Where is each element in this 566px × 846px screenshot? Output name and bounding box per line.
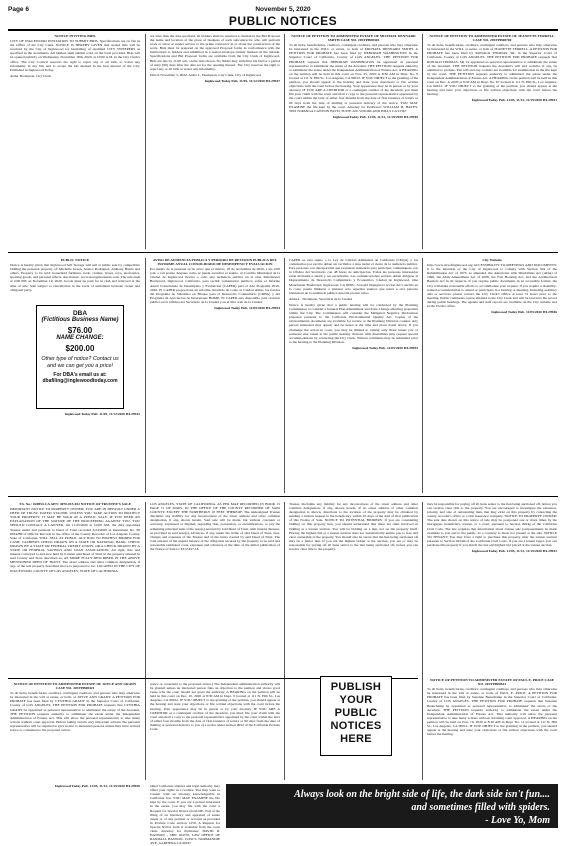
publish-notices-ad: [320, 676, 392, 756]
column-divider: [422, 502, 423, 780]
notice-body: http://www.cityofinglewood.org ACCESSIBILITY TO MEETINGS AND DOCUMENTS: It is the intention of the City of Inglewood to comply with Section 504 of the Rehabilitation Act of 1973, as amended, the Americans with Disabilities Act (ADA) of 1990, the ADA Amendment Act of 2008, the Fair Housing Act, and the Architectural Barriers Act in all respects. If you require public documents in an accessible format, the City will make reasonable efforts to accommodate your request. If you require a disability-related accommodation to attend or participate in a hearing or meeting, including auxiliary aids or services, please contact the City Clerk's Office at least 72 hours prior to the meeting. Public comments can be emailed to the City Clerk and will be read into the record during public hearings. The agenda and staff reports are available on the City website and in the Clerk's office.: [427, 263, 557, 309]
notice-heading: NOTICE OF PETITION TO ADMINISTER ESTATE OF MICHAEL DENNARD SMITH CASE NO. 20STPB08304: [291, 34, 416, 43]
notice-body: not later than the date specified, all bidders shall be required to furnish in the Bid Proposal the name and location of the place of business of each subcontractor who will perform work or labor or render service to the prime contractor in or about the construction of the work. Bids must be prepared on the approved Proposal forms in conformance with the instructions to bidders and submitted in a sealed envelope plainly marked on the outside. Specifications and Bid Proposal forms are available from the City Clerk of Inglewood. Bids are due by 11:00 a.m. on the date shown. No bidder may withdraw his bid for a period of sixty (60) days after the date set for the opening thereof. The City reserves the right to reject any or all bids or waive any informality.: [150, 34, 280, 71]
notice-body: To all heirs, beneficiaries, creditors, contingent creditors, and persons who may otherwise be interested in the will or estate, or both, of JOYCE ANN GRADY. A PETITION FOR PROBATE has been filed by CYNTHIA GRADY in the Superior Court of California, County of LOS ANGELES. THE PETITION FOR PROBATE requests that CYNTHIA GRADY be appointed as personal representative to administer the estate of the decedent. THE PETITION requests authority to administer the estate under the Independent Administration of Estates Act. This will allow the personal representative to take many actions without court approval. Before taking certain very important actions, the personal representative will be required to give notice to interested persons unless they have waived notice or consented to the proposed action.: [10, 691, 140, 733]
quote-line-2: and sometimes filled with spiders.: [411, 802, 550, 813]
notice-id: Inglewood Today Pub. 11/05, 11/12/2020 HI-29947: [204, 78, 280, 83]
column-divider: [284, 502, 285, 780]
notice-estate-price: [427, 678, 557, 780]
notice-estate-grady-continued: [150, 682, 280, 780]
ad-name-change-price: $200.00: [65, 344, 95, 353]
notice-body: CAPER se esta sujeto a la Ley de Calidad Ambiental de California (CEQA) y los comentarios por escrito deben ser recibidos a mas tardar el cierre de la audiencia publica. Para personas con discapacidad que requieran asistencia para participar, comuniquese con la Oficina del Secretario con 48 horas de anticipacion. Todas las personas interesadas estan invitadas a asistir y ser escuchadas. Las comunicaciones escritas deben dirigirse al Departamento de Desarrollo Comunitario y Economico, Ciudad de Inglewood, One Manchester Boulevard, Inglewood, CA 90301. Si usted impugna la accion del Concilio en la corte, puede limitarse a plantear solo aquellos asuntos que usted u otra persona plantearon en la audiencia publica descrita en este aviso.: [289, 258, 418, 295]
notice-trustee-sale-bidders: [289, 502, 418, 672]
notice-id: Inglewood Today Pub. 11/05/2020 HI-29946: [491, 310, 557, 315]
notice-heading: NOTICE INVITING BIDS: [54, 34, 96, 38]
publish-ad-text: PUBLISH YOUR PUBLIC NOTICES HERE: [330, 681, 382, 745]
notice-body: Notice is hereby given that a public hearing will be conducted by the Planning Commission to consider a General Plan Amendment and Zone Change affecting properties within the City. The Commission will consider the Mitigated Negative Declaration prepared pursuant to the California Environmental Quality Act. Copies of the environmental documents are available for review at the Planning Division counter. Any person interested may appear and be heard at the time and place noted above. If you challenge the action in court, you may be limited to raising only those issues you or someone else raised at the public hearing. Persons with disabilities may request special accommodations by contacting the City Clerk. Written comments may be submitted prior to the hearing to the Planning Division.: [289, 302, 418, 344]
notice-heading: PUBLIC NOTICE: [60, 258, 90, 262]
row-divider: [8, 496, 558, 497]
column-divider: [284, 34, 285, 249]
column-divider: [145, 34, 146, 249]
row-divider: [8, 252, 558, 253]
notice-signature: Aisha Thompson, City Clerk: [10, 73, 51, 78]
notice-id: Inglewood Today Pub. 11/05, 11/12, 11/19/2020 HI-29950: [54, 784, 140, 788]
notice-body: LOS ANGELES, STATE OF CALIFORNIA. AS PER MAP RECORDED IN BOOK 15 PAGE 71 OF MAPS, IN THE OFFICE OF THE COUNTY RECORDER OF SAID COUNTY. EXCEPT THE NORTHERLY 10 FEET THEREOF. The undersigned Trustee disclaims any liability for any incorrectness of the street address and other common designation, if any, shown herein. Said sale will be made, but without covenant or warranty, expressed or implied, regarding title, possession, or encumbrances, to pay the remaining principal sum of the note(s) secured by said Deed of Trust, with interest thereon, as provided in said note(s), advances, if any, under the terms of said Deed of Trust, fees, charges and expenses of the Trustee and of the trusts created by said Deed of Trust. The total amount of the unpaid balance of the obligation secured by the property to be sold and reasonable estimated costs, expenses and advances at the time of the initial publication of the Notice of Sale is: $312,457.18.: [150, 502, 280, 552]
issue-date: November 5, 2020: [255, 6, 311, 13]
notice-public-storage: [10, 258, 140, 302]
notice-estate-grady: [10, 682, 140, 780]
notice-trustee-sale-tenant: [427, 502, 557, 674]
ad-dba-sublabel: (Fictitious Business Name): [41, 317, 119, 323]
ad-contact-email[interactable]: For DBA's email us at: dbafiling@inglewoodtoday.com: [42, 372, 118, 384]
notice-accessibility: [427, 258, 557, 492]
notice-heading: T.S. No.: 020854-CA APN: 4070-015-022 NOTICE OF TRUSTEE'S SALE: [19, 502, 131, 506]
dba-pricing-ad: [36, 305, 124, 409]
column-divider: [145, 258, 146, 493]
column-divider: [284, 258, 285, 493]
notice-id: Inglewood Today Pub. 11/05/2020 HI-29955: [352, 345, 418, 350]
notice-signature: Aisha L. Thompson, Secretaria de la Ciudad: [289, 296, 352, 301]
notice-signature: Dated: November 5, 2020. Aisha L. Thompson, City Clerk, City of Inglewood: [150, 72, 262, 77]
notice-caper-spanish-continued: [289, 258, 418, 492]
notice-heading: NOTICE OF PETITION TO ADMINISTER ESTATE OF JEANETTE TERRELL CASE NO. 20STPB08700: [429, 34, 555, 43]
ad-dba-price: $76.00: [67, 326, 93, 335]
header-rule: [8, 29, 558, 31]
quote-line-1: Always look on the bright side of life, the dark side isn't fun....: [294, 789, 550, 800]
ad-name-change-label: NAME CHANGE:: [56, 335, 104, 341]
ad-dba-label: DBA: [72, 310, 88, 317]
notice-heading: AVISO DE AUDIENCIA PUBLICA Y PERIODO DE REVISION PUBLICA DEL INFORME ANUAL CONSOLIDADO DE DESEMPENO Y EVALUACION: [153, 258, 277, 267]
column-divider: [422, 258, 423, 493]
notice-inviting-bids: [10, 34, 140, 248]
notice-bid-details: [150, 34, 280, 248]
bottom-quote-banner: [226, 784, 558, 828]
notice-body: To all heirs, beneficiaries, creditors, contingent creditors, and persons who may otherwise be interested in the WILL or estate, or both of MICHAEL DENNARD SMITH. A PETITION FOR PROBATE has been filed by DEBORAH WASHINGTON in the Superior Court of California, County of LOS ANGELES. THE PETITION FOR PROBATE requests that DEBORAH WASHINGTON be appointed as personal representative to administer the estate of the decedent. THE PETITION requests authority to administer the estate under the Independent Administration of Estates Act. A HEARING on the petition will be held in this court on Nov. 25, 2020 at 8:30 AM in Dept. No. 9 located at 111 N. Hill St., Los Angeles, CA 90012. IF YOU OBJECT to the granting of the petition, you should appear at the hearing and state your objections or file written objections with the court before the hearing. Your appearance may be in person or by your attorney. IF YOU ARE A CREDITOR or a contingent creditor of the decedent, you must file your claim with the court and mail a copy to the personal representative appointed by the court within the later of either four months from the date of first issuance of letters or 60 days from the date of mailing or personal delivery of the notice. YOU MAY EXAMINE the file kept by the court. Attorney for Petitioner: WILLIAM H. HAYES, 5959 TOPANGA CANYON BLVD, SUITE 220, WOODLAND HILLS CA 91367: [289, 43, 418, 113]
ad-other-notice: Other type of notice? Contact us and we can get you a price!: [41, 356, 119, 369]
column-divider: [145, 502, 146, 780]
notice-body: CITY OF INGLEWOOD INVITATION TO SUBMIT BIDS. Specifications are on file in the Office of the City Clerk. NOTICE IS HEREBY GIVEN that sealed bids will be received by the City of Inglewood for furnishing of qualified CITY SWEEPERS as specified in the documents. All bidders shall submit a bid on the form provided. Bids will be opened publicly on Wednesday, November 18th, 2020, at 10:00 A.M. in the City Clerk's office. The City Council reserves the right to reject any or all bids, to waive any informality in any bid, and to accept the bid deemed in the best interest of the City. Published in Inglewood Today.: [10, 39, 140, 72]
notice-body: Other California statutes and legal authority may affect your rights as a creditor. You may want to consult with an attorney knowledgeable in California law. YOU MAY EXAMINE the file kept by the court. If you are a person interested in the estate, you may file with the court a Request for Special Notice (form DE-154) of the filing of an inventory and appraisal of estate assets or of any petition or account as provided in Probate Code section 1250. A Request for Special Notice form is available from the court clerk. Attorney for Petitioner: DAVID R. HANSON - SBN 104776, LAW OFFICE OF RANDALL HANSON, 15450 S. NORMANDIE AVE, GARDENA CA 90247: [150, 784, 220, 846]
notice-storage-continued: [10, 412, 140, 492]
notice-body: Notice is hereby given that Inglewood Self Storage will sell at public sale by competitive bidding the personal property of: Michelle Green, Jessica Rodriguez, Anthony Harris and others. Property to be sold: household furniture, beds, clothes, boxes, toys, electronics, sporting goods, and personal effects. Auctioneer: www.storagetreasures.com. The sale ends at 2:00 PM on November 19, 2020. Goods must be paid for in cash and removed at the time of sale. Sale subject to cancellation in the event of settlement between owner and obligated party.: [10, 263, 140, 292]
notice-id: Inglewood Today Pub. 11/05, 11/12, 11/19/2020 HI-29941: [471, 549, 557, 554]
notice-body: notice or consented to the proposed action.) The independent administration authority will be granted unless an interested person files an objection to the petition and shows good cause why the court should not grant the authority. A HEARING on the petition will be held in this court on Dec. 10, 2020 at 8:30 AM in Dept. 9 located at 111 N. Hill St., Los Angeles, CA 90012. IF YOU OBJECT to the granting of the petition, you should appear at the hearing and state your objections or file written objections with the court before the hearing. Your appearance may be in person or by your attorney. IF YOU ARE A CREDITOR or a contingent creditor of the decedent, you must file your claim with the court and mail a copy to the personal representative appointed by the court within the later of either four months from the date of first issuance of letters or 60 days from the date of mailing or personal delivery to you of a notice under section 9052 of the California Probate Code.: [150, 682, 280, 732]
notice-id: Inglewood Today Pub. 11/05, 11/12, 11/19/2020 HI-29951: [471, 98, 557, 103]
notice-grady-end: [10, 784, 140, 842]
notice-estate-terrell: [427, 34, 557, 248]
notice-id: Inglewood Today Pub. 11/05, 11/12, 11/19/2020 HI-29949: [332, 114, 418, 119]
notice-id: Inglewood Today Pub. 11/05/2020 HI-29954: [214, 306, 280, 311]
notice-narrow-filler: [289, 682, 315, 780]
notice-body: To all heirs, beneficiaries, creditors, contingent creditors, and persons who may otherwise be interested in the will or estate, or both, of PAUL E. PRICE. A PETITION FOR PROBATE has been filed by Suzanne Beauchamp in the Superior Court of California, County of LOS ANGELES. THE PETITION FOR PROBATE requests that Suzanne Beauchamp be appointed as personal representative to administer the estate of the decedent. THE PETITION requests authority to administer the estate under the Independent Administration of Estates Act. This authority will allow the personal representative to take many actions without obtaining court approval. A HEARING on the petition will be held on Nov. 19, 2020 at 8:30 AM in Dept. No. 11 located at 111 N. Hill St., Los Angeles, CA 90012. IF YOU OBJECT to the granting of the petition, you should appear at the hearing and state your objections or file written objections with the court before the hearing.: [427, 687, 557, 737]
section-title: PUBLIC NOTICES: [228, 14, 338, 28]
page-number: Page 6: [8, 6, 29, 13]
notice-id: Inglewood Today Pub. 11/05, 11/12/2020 HI-29942: [64, 412, 140, 416]
notice-heading: NOTICE OF PETITION TO ADMINISTER ESTATE OF JOYCE ANN GRADY CASE NO. 20STPB08421: [13, 682, 137, 691]
notice-trustee-sale-continued: [150, 502, 280, 674]
notice-estate-smith: [289, 34, 418, 248]
quote-signature: - Love Yo, Mom: [485, 815, 550, 826]
notice-body: To all heirs, beneficiaries, creditors, contingent creditors, and persons who may otherwise be interested in the WILL or estate, or both of JEANETTE TERRELL. A PETITION FOR PROBATE has been filed by RONALD THOMAS, SR. in the Superior Court of California, County of LOS ANGELES. THE PETITION FOR PROBATE requests that RONALD THOMAS, SR. be appointed as personal representative to administer the estate of the decedent. THE PETITION requests the decedent's will and codicils, if any, be admitted to probate. The will and any codicils are available for examination in the file kept by the court. THE PETITION requests authority to administer the estate under the Independent Administration of Estates Act. A HEARING on the petition will be held in this court on Dec. 4, 2020 at 8:30 AM in Dept. No. 67 located at 111 N. Hill St., Los Angeles, CA 90012. IF YOU OBJECT to the granting of the petition, you should appear at the hearing and state your objections or file written objections with the court before the hearing.: [427, 43, 557, 97]
notice-trustee-sale: [10, 502, 140, 674]
notice-grady-attorney: [150, 784, 220, 846]
column-divider: [422, 34, 423, 249]
notice-heading: NOTICE OF PETITION TO ADMINISTER ESTATE OF PAUL E. PRICE CASE NO. 20STPB08612: [429, 678, 555, 687]
notice-aviso-audiencia: [150, 258, 280, 492]
notice-body: Trustee disclaims any liability for any incorrectness of the street address and other common designation, if any, shown herein. If no street address or other common designation is shown, directions to the location of the property may be obtained by sending a written request to the beneficiary within 10 days of the date of first publication of this Notice of Sale. NOTICE TO POTENTIAL BIDDERS: If you are considering bidding on this property lien, you should understand that there are risks involved in bidding at a trustee auction. You will be bidding on a lien, not on the property itself. Placing the highest bid at a trustee auction does not automatically entitle you to free and clear ownership of the property. You should also be aware that the lien being auctioned off may be a junior lien. If you are the highest bidder at the auction, you are or may be responsible for paying off all liens senior to the lien being auctioned off, before you can receive clear title to the property.: [289, 502, 418, 552]
notice-body: IMPORTANT NOTICE TO PROPERTY OWNER: YOU ARE IN DEFAULT UNDER A DEED OF TRUST, DATED 3/16/2006. UNLESS YOU TAKE ACTION TO PROTECT YOUR PROPERTY, IT MAY BE SOLD AT A PUBLIC SALE. IF YOU NEED AN EXPLANATION OF THE NATURE OF THE PROCEEDING AGAINST YOU, YOU SHOULD CONTACT A LAWYER. On 11/25/2020 at 10:00 AM, the duly appointed Trustee under and pursuant to Deed of Trust recorded 3/24/2006 as Instrument No. 06 0634289 of Official Records in the office of the County Recorder of Los Angeles County, State of California, WILL SELL AT PUBLIC AUCTION TO HIGHEST BIDDER FOR CASH, CASHIER'S CHECK DRAWN ON A STATE OR NATIONAL BANK, CHECK DRAWN BY A STATE OR FEDERAL CREDIT UNION, OR A CHECK DRAWN BY A STATE OR FEDERAL SAVINGS AND LOAN ASSOCIATION. All right, title and interest conveyed to and now held by it under said Deed of Trust in the property situated in said County and State described as: AS MORE FULLY DESCRIBED IN THE ABOVE MENTIONED DEED OF TRUST. The street address and other common designation, if any, of the real property described above is purported to be: LOCATED IN THE CITY OF INGLEWOOD, COUNTY OF LOS ANGELES, STATE OF CALIFORNIA.: [10, 507, 140, 573]
notice-body: Por medio de la presente se da aviso que el martes, 18 de noviembre de 2020, a las 2:00 p.m. o tan pronto despues como se pueda escuchar el asunto, el Concilio Municipal de la Ciudad de Inglewood llevara a cabo una audiencia publica en el One Manchester Boulevard, Inglewood, California, para recibir comentarios publicos sobre el Informe Anual Consolidado de Desempeno y Evaluacion (CAPER) para el Ano Programa 2019-2020. El CAPER proporciona un informe detallado de como la Ciudad utilizo los fondos del Programa de Subsidios en Bloque para el Desarrollo Comunitario (CDBG) y del Programa de Asociacion de Inversiones HOME. El CAPER esta disponible para revision publica en la Oficina del Secretario de la Ciudad y en el sitio web de la Ciudad.: [150, 267, 280, 304]
notice-body: may be responsible for paying off all liens senior to the lien being auctioned off, before you can receive clear title to the property. You are encouraged to investigate the existence, priority, and size of outstanding liens that may exist on this property by contacting the county recorder's office or a title insurance company. NOTICE TO PROPERTY OWNER: The sale date shown on this notice of sale may be postponed one or more times by the mortgagee, beneficiary, trustee, or a court, pursuant to Section 2924g of the California Civil Code. The law requires that information about trustee sale postponements be made available to you and to the public, as a courtesy to those not present at the sale. NOTICE TO TENANT: You may have a right to purchase this property after the trustee auction pursuant to Section 2924m of the California Civil Code. If you are a tenant buyer, you can purchase this property if you match the last and highest bid placed at the trustee auction.: [427, 502, 557, 547]
notice-heading: City Website: [482, 258, 502, 262]
